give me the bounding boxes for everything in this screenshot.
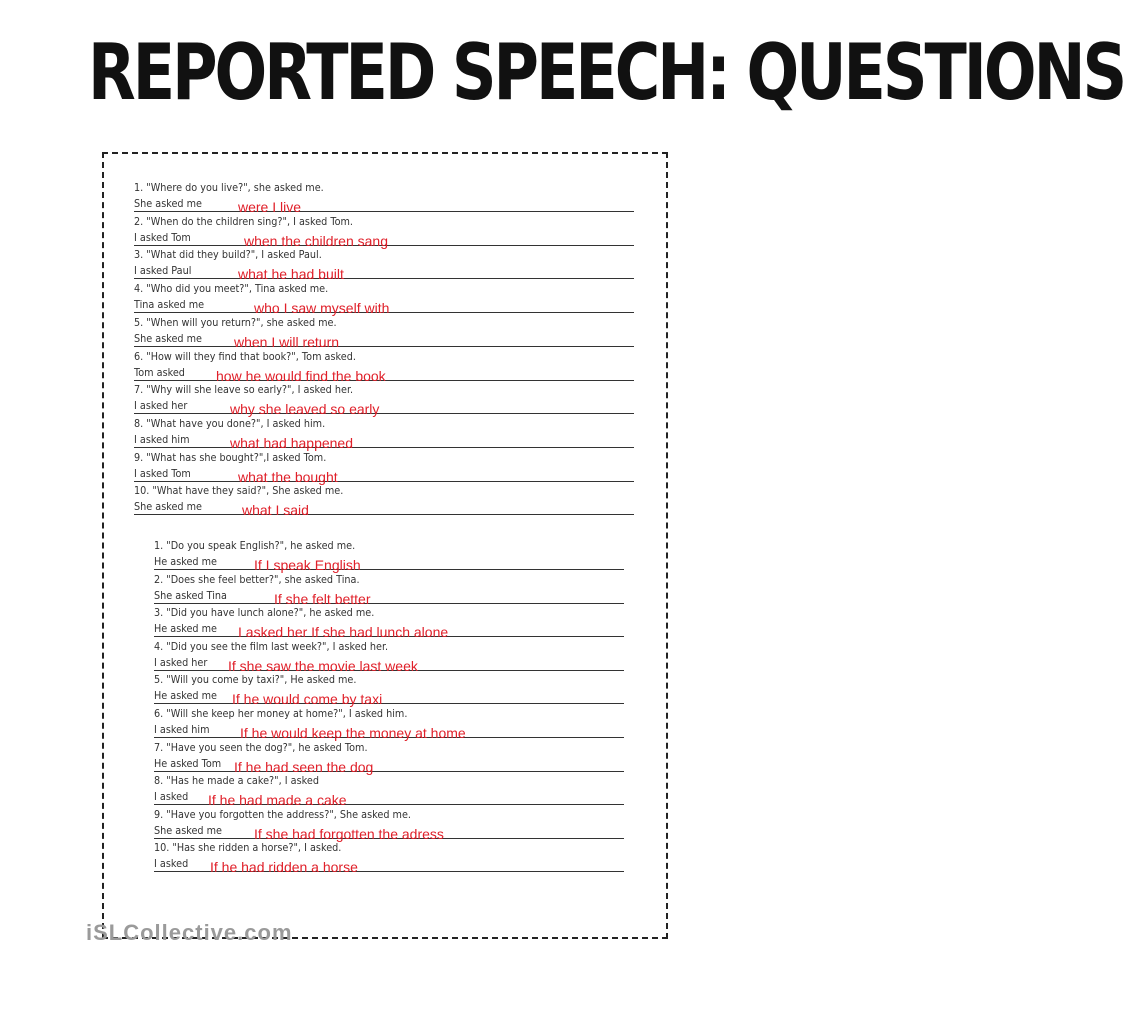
worksheet-title: REPORTED SPEECH: QUESTIONS	[88, 26, 1124, 118]
question-prompt: 8. "Has he made a cake?", I asked	[154, 775, 319, 788]
handwritten-answer[interactable]: what had happened	[230, 434, 353, 451]
question-prompt: 1. "Do you speak English?", he asked me.	[154, 540, 356, 552]
handwritten-answer[interactable]: what I said	[242, 502, 309, 519]
handwritten-answer[interactable]: when the children sang	[244, 232, 388, 249]
handwritten-answer[interactable]: I asked her If she had lunch alone	[238, 624, 449, 641]
handwritten-answer[interactable]: If I speak English	[254, 557, 361, 573]
question-prompt: 6. "How will they find that book?", Tom asked.	[134, 350, 356, 363]
question-prompt: 2. "When do the children sing?", I asked Tom.	[134, 215, 354, 228]
answer-line[interactable]	[154, 790, 624, 809]
question-prompt: 4. "Did you see the film last week?", I asked her.	[154, 640, 389, 653]
answer-line[interactable]	[134, 467, 634, 485]
handwritten-answer[interactable]: If he had ridden a horse	[210, 859, 358, 876]
answer-lead-text: She asked me	[134, 198, 202, 210]
question-prompt: 4. "Who did you meet?", Tina asked me.	[134, 283, 329, 296]
question-prompt: 8. "What have you done?", I asked him.	[134, 417, 326, 430]
question-prompt: 9. "Have you forgotten the address?", She asked me.	[154, 808, 411, 821]
question-prompt: 3. "What did they build?", I asked Paul.	[134, 249, 322, 262]
answer-line[interactable]	[154, 555, 624, 573]
answer-lead-text: He asked me	[154, 556, 217, 568]
handwritten-answer[interactable]: If he would keep the money at home	[240, 725, 466, 741]
question-prompt: 10. "Has she ridden a horse?", I asked.	[154, 842, 342, 855]
handwritten-answer[interactable]: If she felt better	[274, 590, 371, 607]
handwritten-answer[interactable]: If she had forgotten the adress	[254, 825, 444, 842]
answer-lead-text: He asked Tom	[154, 757, 222, 770]
answer-lead-text: She asked Tina	[154, 589, 227, 602]
answer-line[interactable]	[154, 857, 624, 876]
answer-line[interactable]	[134, 399, 634, 418]
question-prompt: 6. "Will she keep her money at home?", I asked him.	[154, 708, 408, 720]
handwritten-answer[interactable]: when I will return	[234, 333, 340, 350]
answer-lead-text: I asked Paul	[134, 265, 192, 278]
answer-line[interactable]	[154, 589, 624, 607]
question-prompt: 3. "Did you have lunch alone?", he asked me.	[154, 607, 375, 620]
answer-lead-text: He asked me	[154, 690, 217, 703]
answer-line[interactable]	[154, 723, 624, 741]
exercise-frame	[102, 152, 668, 939]
handwritten-answer[interactable]: who I saw myself with	[254, 300, 390, 317]
handwritten-answer[interactable]: why she leaved so early	[230, 401, 380, 418]
answer-lead-text: She asked me	[154, 824, 222, 837]
answer-line[interactable]	[134, 332, 634, 350]
question-prompt: 7. "Why will she leave so early?", I asked her.	[134, 384, 354, 397]
answer-line[interactable]	[154, 824, 624, 842]
answer-lead-text: I asked	[154, 791, 189, 804]
answer-line[interactable]	[134, 197, 634, 215]
answer-lead-text: I asked Tom	[134, 231, 191, 244]
answer-line[interactable]	[154, 622, 624, 641]
answer-line[interactable]	[134, 231, 634, 249]
handwritten-answer[interactable]: what the bought	[238, 468, 338, 485]
question-prompt: 7. "Have you seen the dog?", he asked Tom.	[154, 741, 368, 754]
answer-line[interactable]	[134, 366, 634, 384]
handwritten-answer[interactable]: If she saw the movie last week	[228, 657, 418, 674]
answer-line[interactable]	[134, 298, 634, 317]
question-prompt: 1. "Where do you live?", she asked me.	[134, 182, 324, 194]
answer-lead-text: I asked him	[134, 433, 190, 446]
handwritten-answer[interactable]: how he would find the book	[216, 367, 386, 384]
answer-lead-text: I asked him	[154, 724, 210, 736]
question-prompt: 2. "Does she feel better?", she asked Tina.	[154, 573, 360, 586]
answer-lead-text: I asked	[154, 858, 189, 871]
answer-line[interactable]	[134, 264, 634, 283]
answer-line[interactable]	[134, 500, 634, 519]
answer-lead-text: She asked me	[134, 501, 202, 514]
answer-lead-text: I asked her	[134, 400, 188, 413]
answer-line[interactable]	[154, 656, 624, 674]
handwritten-answer[interactable]: what he had built	[238, 266, 344, 283]
handwritten-answer[interactable]: If he would come by taxi	[232, 691, 383, 708]
site-watermark: iSLCollective.com	[86, 920, 293, 945]
question-prompt: 5. "When will you return?", she asked me.	[134, 316, 337, 329]
answer-line[interactable]	[154, 757, 624, 775]
answer-lead-text: I asked her	[154, 656, 208, 669]
answer-lead-text: I asked Tom	[134, 467, 191, 480]
answer-lead-text: She asked me	[134, 332, 202, 345]
handwritten-answer[interactable]: If he had made a cake	[208, 792, 347, 809]
question-prompt: 10. "What have they said?", She asked me.	[134, 485, 344, 498]
handwritten-answer[interactable]: were I live	[238, 199, 302, 215]
answer-lead-text: He asked me	[154, 623, 217, 636]
answer-line[interactable]	[134, 433, 634, 451]
question-prompt: 9. "What has she bought?",I asked Tom.	[134, 451, 327, 464]
answer-line[interactable]	[154, 689, 624, 708]
handwritten-answer[interactable]: If he had seen the dog	[234, 758, 374, 775]
question-prompt: 5. "Will you come by taxi?", He asked me.	[154, 674, 357, 687]
answer-lead-text: Tina asked me	[134, 299, 205, 312]
answer-lead-text: Tom asked	[134, 366, 185, 379]
